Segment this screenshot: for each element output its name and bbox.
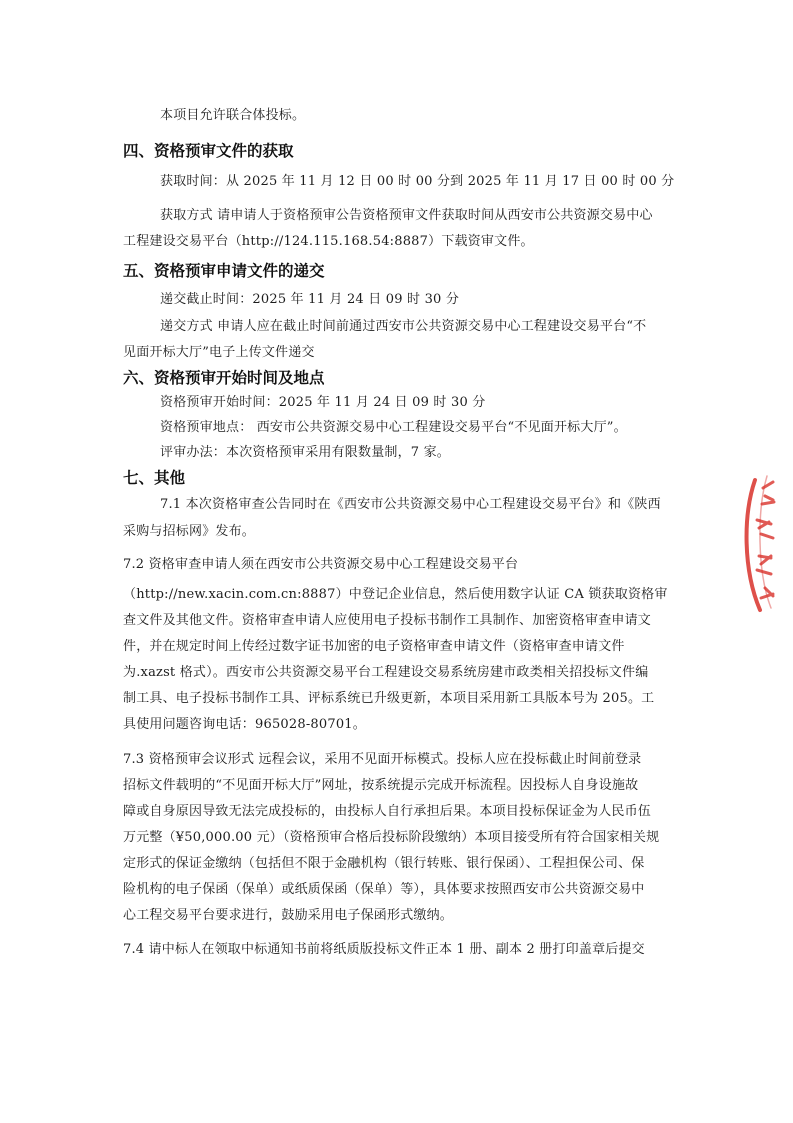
red-seal-stamp [735, 460, 793, 630]
evaluation-method: 评审办法：本次资格预审采用有限数量制，7 家。 [160, 445, 451, 460]
submission-method-line-1: 递交方式 申请人应在截止时间前通过西安市公共资源交易中心工程建设交易平台“不 [160, 319, 647, 334]
clause-7-2-line-5: 为.xazst 格式）。西安市公共资源交易平台工程建设交易系统房建市政类相关招投标文件编 [123, 665, 649, 680]
clause-7-1-line-1: 7.1 本次资格审查公告同时在《西安市公共资源交易中心工程建设交易平台》和《陕西 [160, 497, 661, 512]
clause-7-2-line-7: 具使用问题咨询电话：965028-80701。 [123, 717, 366, 732]
clause-7-2-line-3: 查文件及其他文件。资格审查申请人应使用电子投标书制作工具制作、加密资格审查申请文 [123, 613, 652, 628]
submission-deadline: 递交截止时间：2025 年 11 月 24 日 09 时 30 分 [160, 292, 460, 307]
section-4-heading: 四、资格预审文件的获取 [123, 142, 294, 160]
clause-7-3-line-5: 定形式的保证金缴纳（包括但不限于金融机构（银行转账、银行保函）、工程担保公司、保 [123, 856, 645, 871]
acquisition-method-line-1: 获取方式 请申请人于资格预审公告资格预审文件获取时间从西安市公共资源交易中心 [160, 208, 653, 223]
clause-7-3-line-3: 障或自身原因导致无法完成投标的，由投标人自行承担后果。本项目投标保证金为人民币伍 [123, 804, 652, 819]
clause-7-3-line-7: 心工程交易平台要求进行，鼓励采用电子保函形式缴纳。 [123, 908, 454, 923]
acquisition-time: 获取时间：从 2025 年 11 月 12 日 00 时 00 分到 2025 年 11 月 17 日 00 时 00 分 [160, 174, 675, 189]
section-5-heading: 五、资格预审申请文件的递交 [123, 262, 325, 280]
section-7-heading: 七、其他 [123, 469, 186, 487]
clause-7-2-line-1: 7.2 资格审查申请人须在西安市公共资源交易中心工程建设交易平台 [123, 557, 519, 572]
prequal-location: 资格预审地点： 西安市公共资源交易中心工程建设交易平台“不见面开标大厅”。 [160, 420, 627, 435]
section-6-heading: 六、资格预审开始时间及地点 [123, 369, 325, 387]
clause-7-4-line-1: 7.4 请中标人在领取中标通知书前将纸质版投标文件正本 1 册、副本 2 册打印盖章后提交 [123, 942, 645, 957]
clause-7-3-line-4: 万元整（¥50,000.00 元）（资格预审合格后投标阶段缴纳）本项目接受所有符合国家相关规 [123, 830, 660, 845]
clause-7-2-line-4: 件，并在规定时间上传经过数字证书加密的电子资格审查申请文件（资格审查申请文件 [123, 639, 625, 654]
clause-7-1-line-2: 采购与招标网》发布。 [123, 524, 256, 539]
prequal-start-time: 资格预审开始时间：2025 年 11 月 24 日 09 时 30 分 [160, 395, 486, 410]
clause-7-2-line-2: （http://new.xacin.com.cn:8887）中登记企业信息，然后使用数字认证 CA 锁获取资格审 [123, 587, 668, 602]
acquisition-method-line-2: 工程建设交易平台（http://124.115.168.54:8887）下载资审文件。 [123, 234, 534, 249]
submission-method-line-2: 见面开标大厅”电子上传文件递交 [123, 345, 315, 360]
clause-7-3-line-6: 险机构的电子保函（保单）或纸质保函（保单）等），具体要求按照西安市公共资源交易中 [123, 882, 645, 897]
clause-7-3-line-2: 招标文件载明的“不见面开标大厅”网址，按系统提示完成开标流程。因投标人自身设施故 [123, 778, 639, 793]
clause-7-2-line-6: 制工具、电子投标书制作工具、评标系统已升级更新，本项目采用新工具版本号为 205。工 [123, 691, 655, 706]
clause-7-3-line-1: 7.3 资格预审会议形式 远程会议，采用不见面开标模式。投标人应在投标截止时间前登录 [123, 752, 642, 767]
joint-bid-note: 本项目允许联合体投标。 [160, 108, 306, 123]
